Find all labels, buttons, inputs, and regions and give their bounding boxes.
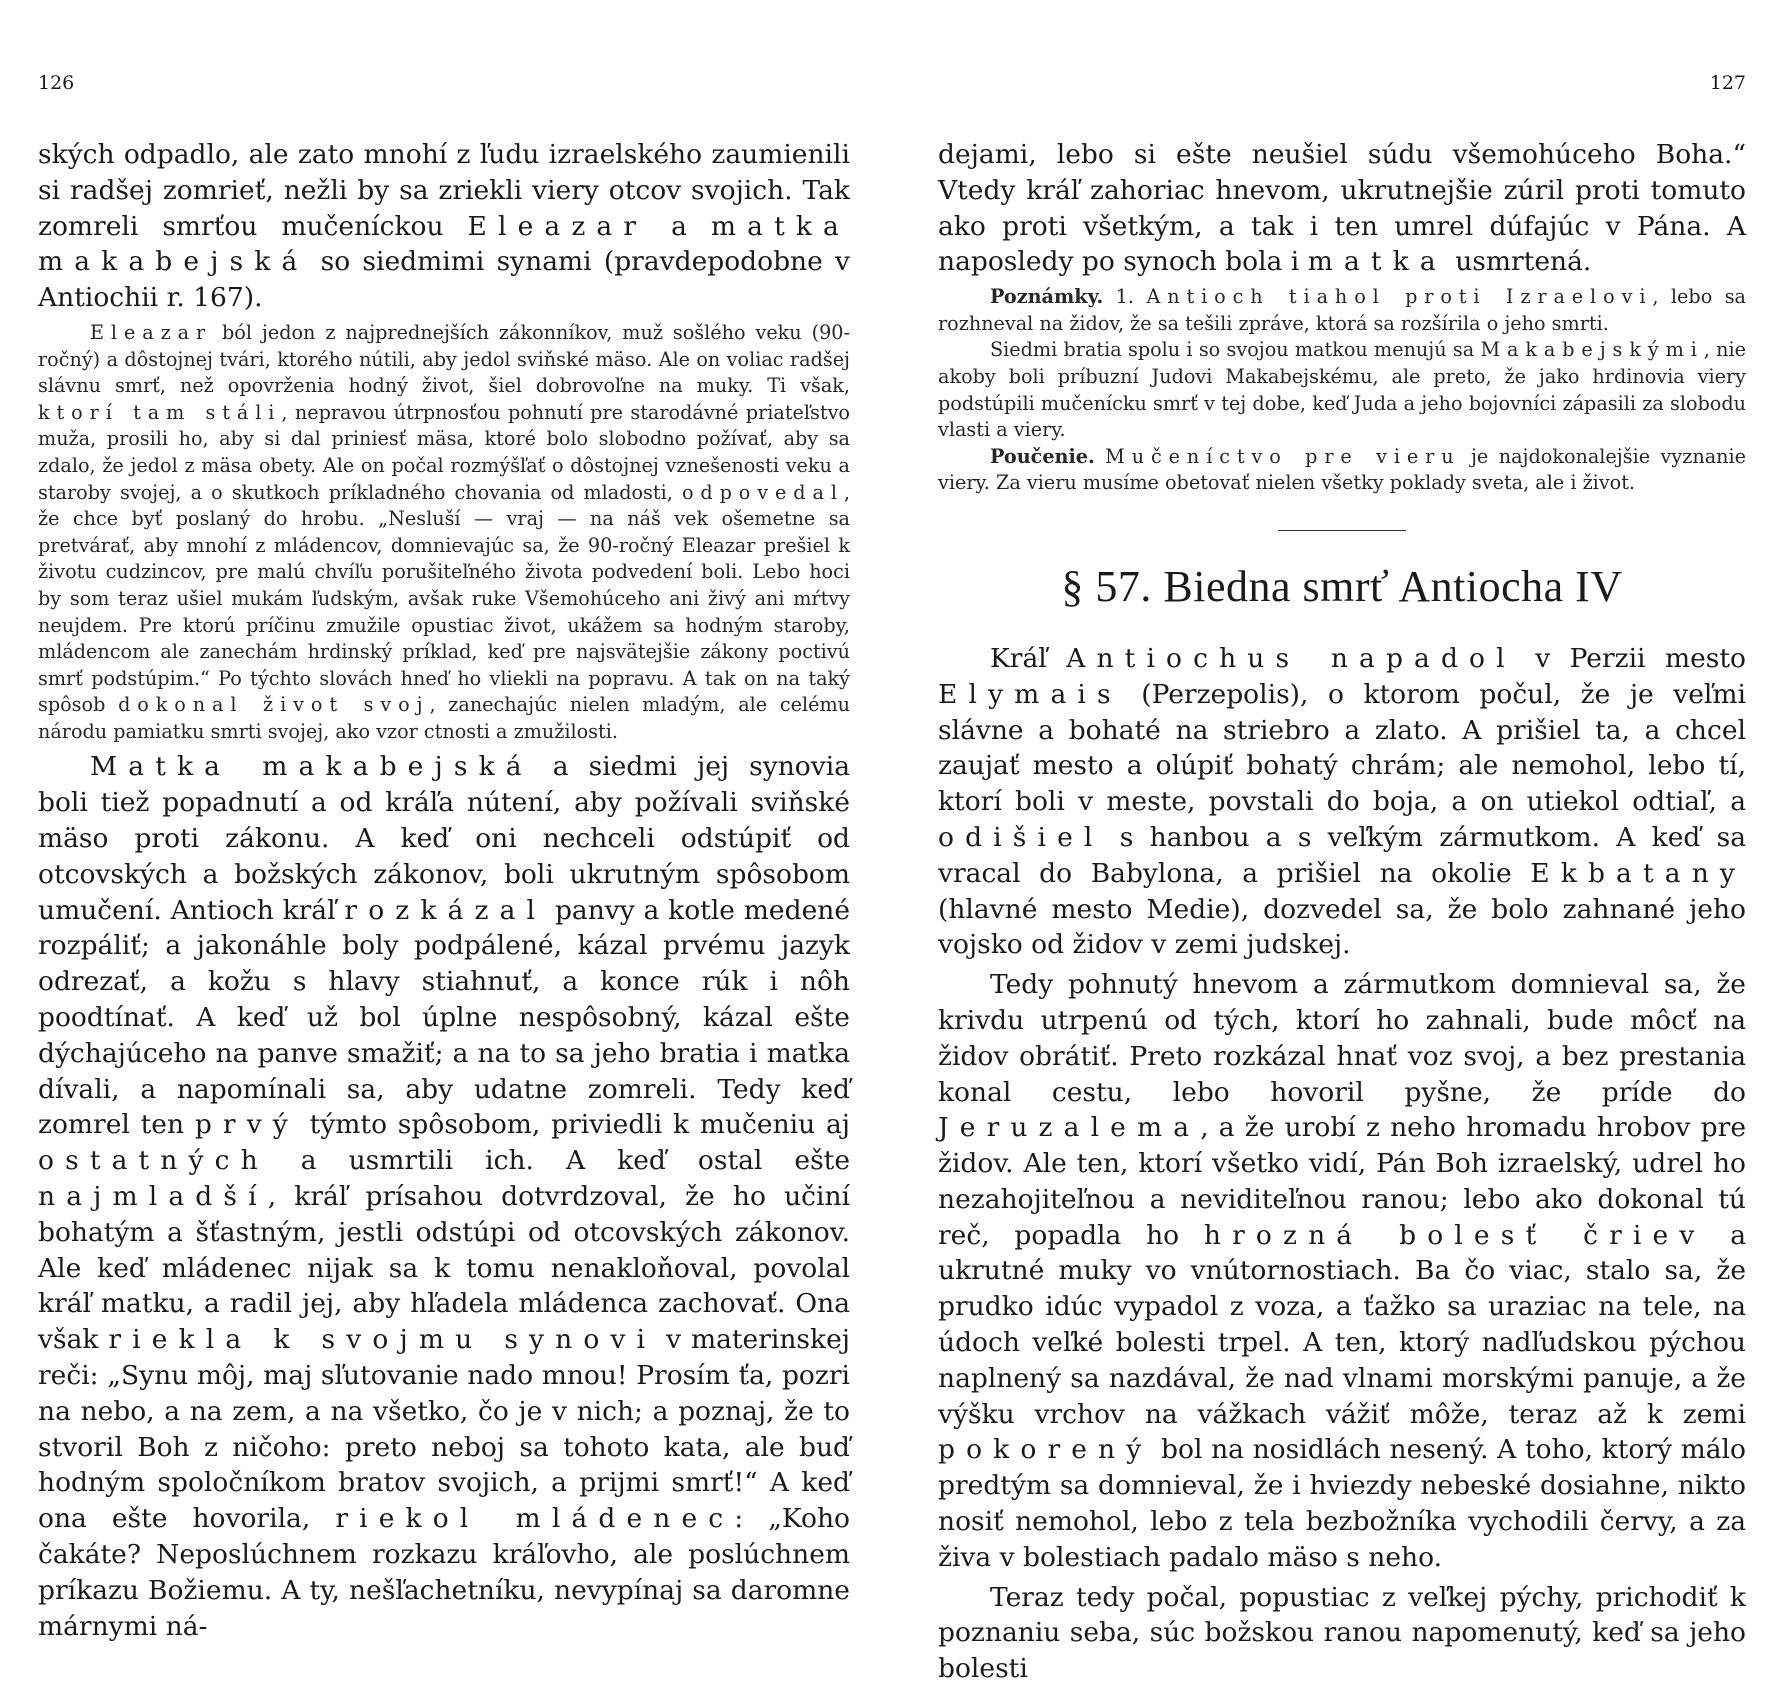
left-page-text: [38, 137, 850, 1644]
right-page-text: [938, 137, 1746, 1687]
note-remarks-1: Poznámky. 1. Antioch tiahol proti Izraelovi, lebo sa rozhneval na židov, že sa tešili zpráve, ktorá sa rozšírila o jeho smrti.: [938, 285, 1746, 335]
paragraph-opening: ských odpadlo, ale zato mnohí z ľudu izraelského zaumienili si radšej zomrieť, nežli by sa zriekli viery otcov svojich. Tak zomreli smrťou mučeníckou Eleazar a matka makabejská so siedmimi synami (pravdepodobne v Antiochii r. 167).: [38, 139, 850, 314]
paragraph-antiochus-2: Tedy pohnutý hnevom a zármutkom domnieval sa, že krivdu utrpenú od tých, ktorí ho zahnali, bude môcť na židov obrátiť. Preto rozkázal hnať voz svoj, a bez prestania konal cestu, lebo hovoril pyšne, že príde do Jeruzalema, a že urobí z neho hromadu hrobov pre židov. Ale ten, ktorí všetko vidí, Pán Boh izraelský, udrel ho nezahojiteľnou a neviditeľnou ranou; lebo ako dokonal tú reč, popadla ho hrozná bolesť čriev a ukrutné muky vo vnútornostiach. Ba čo viac, stalo sa, že prudko idúc vypadol z voza, a ťažko sa uraziac na tele, na údoch veľké bolesti trpel. A ten, ktorý nadľudskou pýchou naplnený sa nazdával, že nad vlnami morskými panuje, a že výšku vrchov na vážkach vážiť môže, teraz až k zemi pokorený bol na nosidlách nesený. A toho, ktorý málo predtým sa domnieval, že i hviezdy nebeské dosiahne, nikto nosiť nemohol, lebo z tela bezbožníka vychodili červy, a za živa v bolestiach padalo mäso s neho.: [938, 969, 1747, 1573]
lesson-label: Poučenie.: [990, 444, 1095, 468]
paragraph-antiochus-1: Kráľ Antiochus napadol v Perzii mesto Elymais (Perzepolis), o ktorom počul, že je veľmi slávne a bohaté na striebro a zlato. A prišiel ta, a chcel zaujať mesto a olúpiť bohatý chrám; ale nemohol, lebo tí, ktorí boli v meste, povstali do boja, a on utiekol odtiaľ, a odišiel s hanbou a s veľkým zármutkom. A keď sa vracal do Babylona, a prišiel na okolie Ekbatany (hlavné mesto Medie), dozvedel sa, že bolo zahnané jeho vojsko od židov v zemi judskej.: [938, 642, 1746, 961]
page-number-right: 127: [1709, 72, 1746, 94]
remarks-label: Poznámky.: [990, 285, 1104, 309]
page-number-left: 126: [38, 72, 75, 94]
paragraph-continued: dejami, lebo si ešte neušiel súdu všemohúceho Boha.“ Vtedy kráľ zahoriac hnevom, ukrutnejšie zúril proti tomuto ako proti všetkým, a tak i ten umrel dúfajúc v Pána. A naposledy po synoch bola i matka usmrtená.: [938, 139, 1746, 278]
paragraph-antiochus-3: Teraz tedy počal, popustiac z veľkej pýchy, prichodiť k poznaniu seba, súc božskou ranou napomenutý, keď sa jeho bolesti: [938, 1581, 1746, 1685]
section-heading: § 57. Biedna smrť Antiocha IV: [1061, 561, 1623, 611]
note-remarks-2: Siedmi bratia spolu i so svojou matkou menujú sa Makabejskými, nie akoby boli príbuzní Judovi Makabejskému, ale preto, že jako hrdinovia viery podstúpili mučenícku smrť v tej dobe, keď Juda a jeho bojovníci zápasili za slobodu vlasti a viery.: [938, 338, 1746, 442]
paragraph-mother-maccabees: Matka makabejská a siedmi jej synovia boli tiež popadnutí a od kráľa nútení, aby požívali sviňské mäso proti zákonu. A keď oni nechceli odstúpiť od otcovských a božských zákonov, boli ukrutným spôsobom umučení. Antioch kráľ rozkázal panvy a kotle medené rozpáliť; a jakonáhle boly podpálené, kázal prvému jazyk odrezať, a kožu s hlavy stiahnuť, a konce rúk i nôh poodtínať. A keď už bol úplne nespôsobný, kázal ešte dýchajúceho na panve smažiť; a na to sa jeho bratia i matka dívali, a napomínali sa, aby udatne zomreli. Tedy keď zomrel ten prvý týmto spôsobom, priviedli k mučeniu aj ostatných a usmrtili ich. A keď ostal ešte najmladší, kráľ prísahou dotvrdzoval, že ho učiní bohatým a šťastným, jestli odstúpi od otcovských zákonov. Ale keď mládenec nijak sa k tomu nenakloňoval, povolal kráľ matku, a radil jej, aby hľadela mládenca zachovať. Ona však riekla k svojmu synovi v materinskej reči: „Synu môj, maj sľutovanie nado mnou! Prosím ťa, pozri na nebo, a na zem, a na všetko, čo je v nich; a poznaj, že to stvoril Boh z ničoho: preto neboj sa tohoto kata, ale buď hodným spoločníkom bratov svojich, a prijmi smrť!“ A keď ona ešte hovorila, riekol mládenec: „Koho čakáte? Neposlúchnem rozkazu kráľovho, ale poslúchnem príkazu Božiemu. A ty, nešľachetníku, nevypínaj sa daromne márnymi ná-: [38, 751, 850, 1642]
note-eleazar: Eleazar ból jedon z najprednejších zákonníkov, muž sošlého veku (90-ročný) a dôstojnej tvári, ktorého nútili, aby jedol sviňské mäso. Ale on voliac radšej slávnu smrť, než opovrženia hodný život, šiel dobrovoľne na muky. Ti však, ktorí tam stáli, nepravou útrpnosťou pohnutí pre starodávné priateľstvo muža, prosili ho, aby si dal priniesť mäsa, ktoré bolo slobodno požívať, aby sa zdalo, že jedol z mäsa obety. Ale on počal rozmýšľať o dôstojnej vznešenosti veku a staroby svojej, a o skutkoch príkladného chovania od mladosti, odpovedal, že chce byť poslaný do hrobu. „Nesluší — vraj — na náš vek ošemetne sa pretvárať, aby mnohí z mládencov, domnievajúc sa, že 90-ročný Eleazar prešiel k životu cudzincov, pre malú chvíľu porušiteľného života podvedení boli. Lebo hoci by som teraz ušiel mukám ľudským, avšak ruke Všemohúceho ani živý ani mŕtvy neujdem. Pre ktorú príčinu zmužile opustiac život, ukážem sa hodným staroby, mládencom ale zanechám hrdinský príklad, keď pre najsvätejšie zákony poctivú smrť podstúpim.“ Po týchto slovách hneď ho vliekli na popravu. A tak on na taký spôsob dokonal život svoj, zanechajúc nielen mladým, ale celému národu pamiatku smrti svojej, ako vzor ctnosti a zmužilosti.: [38, 320, 850, 743]
note-lesson: Poučenie. Mučeníctvo pre vieru je najdokonalejšie vyznanie viery. Za vieru musíme obetovať nielen všetky poklady sveta, ale i život.: [938, 444, 1746, 495]
section-divider: [1278, 530, 1406, 531]
